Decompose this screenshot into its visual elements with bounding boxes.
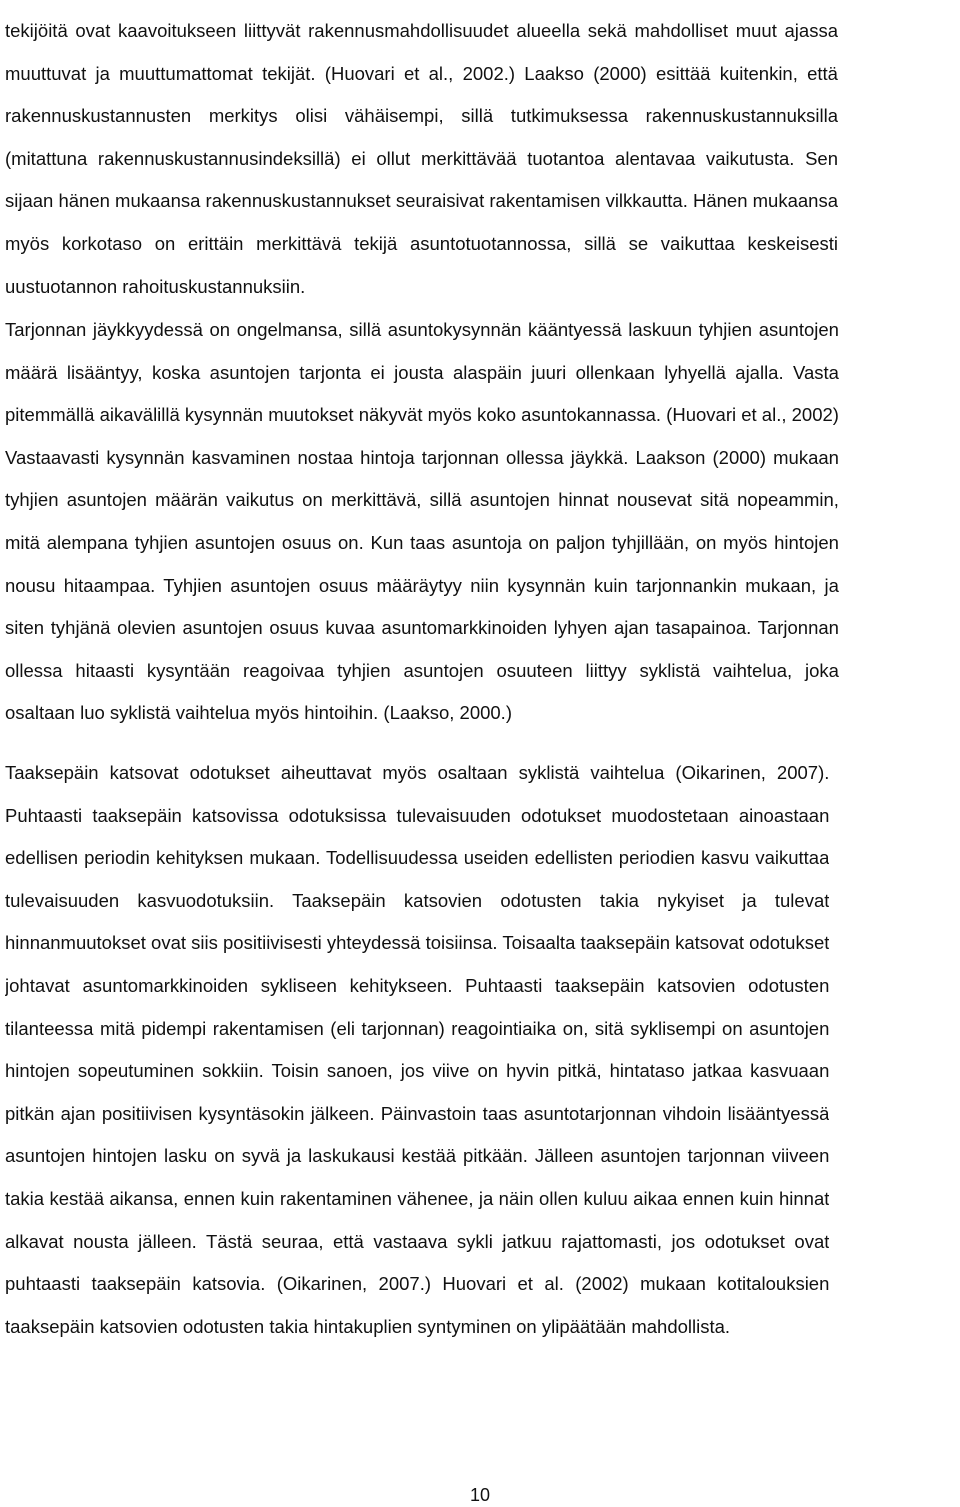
text-line: mitä alempana tyhjien asuntojen osuus on. Kun taas asuntoja on paljon tyhjillään, on myös hintojen [5, 531, 839, 553]
text-line: Puhtaasti taaksepäin katsovissa odotuksissa tulevaisuuden odotukset muodostetaan ainoastaan [5, 804, 830, 826]
text-line: uustuotannon rahoituskustannuksiin. [5, 275, 306, 297]
text-line: Tarjonnan jäykkyydessä on ongelmansa, sillä asuntokysynnän kääntyessä laskuun tyhjien asuntojen [5, 319, 839, 340]
text-line: (mitattuna rakennuskustannusindeksillä) ei ollut merkittävää tuotantoa alentavaa vaikutusta. Sen [5, 147, 838, 169]
text-line: pitemmällä aikavälillä kysynnän muutokset näkyvät myös koko asuntokannassa. (Huovari et al., 2002) [5, 404, 839, 426]
text-line: taaksepäin katsovien odotusten takia hintakuplien syntyminen on ylipäätään mahdollista. [5, 1315, 731, 1337]
text-line: siten tyhjänä olevien asuntojen osuus kuvaa asuntomarkkinoiden lyhyen ajan tasapainoa. Tarjonnan [5, 617, 839, 639]
text-line: hinnanmuutokset ovat siis positiivisesti yhteydessä toisiinsa. Toisaalta taaksepäin katsovat odotukset [5, 932, 830, 954]
text-line: Taaksepäin katsovat odotukset aiheuttavat myös osaltaan syklistä vaihtelua (Oikarinen, 2007). [5, 762, 830, 783]
text-line: nousu hitaampaa. Tyhjien asuntojen osuus määräytyy niin kysynnän kuin tarjonnankin mukaan, ja [5, 574, 839, 596]
text-line: pitkän ajan positiivisen kysyntäsokin jälkeen. Päinvastoin taas asuntotarjonnan vihdoin lisääntyessä [5, 1102, 830, 1124]
text-line: tilanteessa mitä pidempi rakentamisen (eli tarjonnan) reagointiaika on, sitä syklisempi on asuntojen [5, 1017, 830, 1039]
text-line: tyhjien asuntojen määrän vaikutus on merkittävä, sillä asuntojen hinnat nousevat sitä nopeammin, [5, 489, 839, 511]
text-line: johtavat asuntomarkkinoiden sykliseen kehitykseen. Puhtaasti taaksepäin katsovien odotusten [5, 974, 830, 996]
text-line: Vastaavasti kysynnän kasvaminen nostaa hintoja tarjonnan ollessa jäykkä. Laakson (2000) mukaan [5, 446, 839, 468]
text-line: puhtaasti taaksepäin katsovia. (Oikarinen, 2007.) Huovari et al. (2002) mukaan kotitalouksien [5, 1273, 830, 1295]
paragraph [5, 752, 829, 1348]
text-line: edellisen periodin kehityksen mukaan. Todellisuudessa useiden edellisten periodien kasvu vaikuttaa [5, 847, 830, 869]
text-line: takia kestää aikansa, ennen kuin rakentaminen vähenee, ja näin ollen kuluu aikaa ennen kuin hinnat [5, 1187, 830, 1209]
text-line: määrä lisääntyy, koska asuntojen tarjonta ei jousta alaspäin juuri ollenkaan lyhyellä ajalla. Vasta [5, 361, 839, 383]
text-line: alkavat nousta jälleen. Tästä seuraa, että vastaava sykli jatkuu rajattomasti, jos odotukset ovat [5, 1230, 830, 1252]
text-line: osaltaan luo syklistä vaihtelua myös hintoihin. (Laakso, 2000.) [5, 702, 512, 724]
text-line: myös korkotaso on erittäin merkittävä tekijä asuntotuotannossa, sillä se vaikuttaa keskeisesti [5, 232, 838, 254]
paragraph [5, 309, 839, 735]
text-line: asuntojen hintojen lasku on syvä ja laskukausi kestää pitkään. Jälleen asuntojen tarjonnan viiveen [5, 1145, 830, 1167]
text-line: tulevaisuuden kasvuodotuksiin. Taaksepäin katsovien odotusten takia nykyiset ja tulevat [5, 889, 830, 911]
text-line: hintojen sopeutuminen sokkiin. Toisin sanoen, jos viive on hyvin pitkä, hintataso jatkaa kasvuaan [5, 1060, 830, 1082]
page-number: 10 [469, 1485, 491, 1505]
text-line: rakennuskustannusten merkitys olisi vähäisempi, sillä tutkimuksessa rakennuskustannuksilla [5, 105, 838, 127]
text-line: muuttuvat ja muuttumattomat tekijät. (Huovari et al., 2002.) Laakso (2000) esittää kuitenkin, että [5, 62, 838, 84]
text-line: ollessa hitaasti kysyntään reagoivaa tyhjien asuntojen osuuteen liittyy syklistä vaihtelua, joka [5, 659, 839, 681]
text-line: tekijöitä ovat kaavoitukseen liittyvät rakennusmahdollisuudet alueella sekä mahdolliset muut ajassa [5, 20, 838, 41]
paragraph [5, 10, 838, 308]
text-line: sijaan hänen mukaansa rakennuskustannukset seuraisivat rakentamisen vilkkautta. Hänen mukaansa [5, 190, 838, 212]
